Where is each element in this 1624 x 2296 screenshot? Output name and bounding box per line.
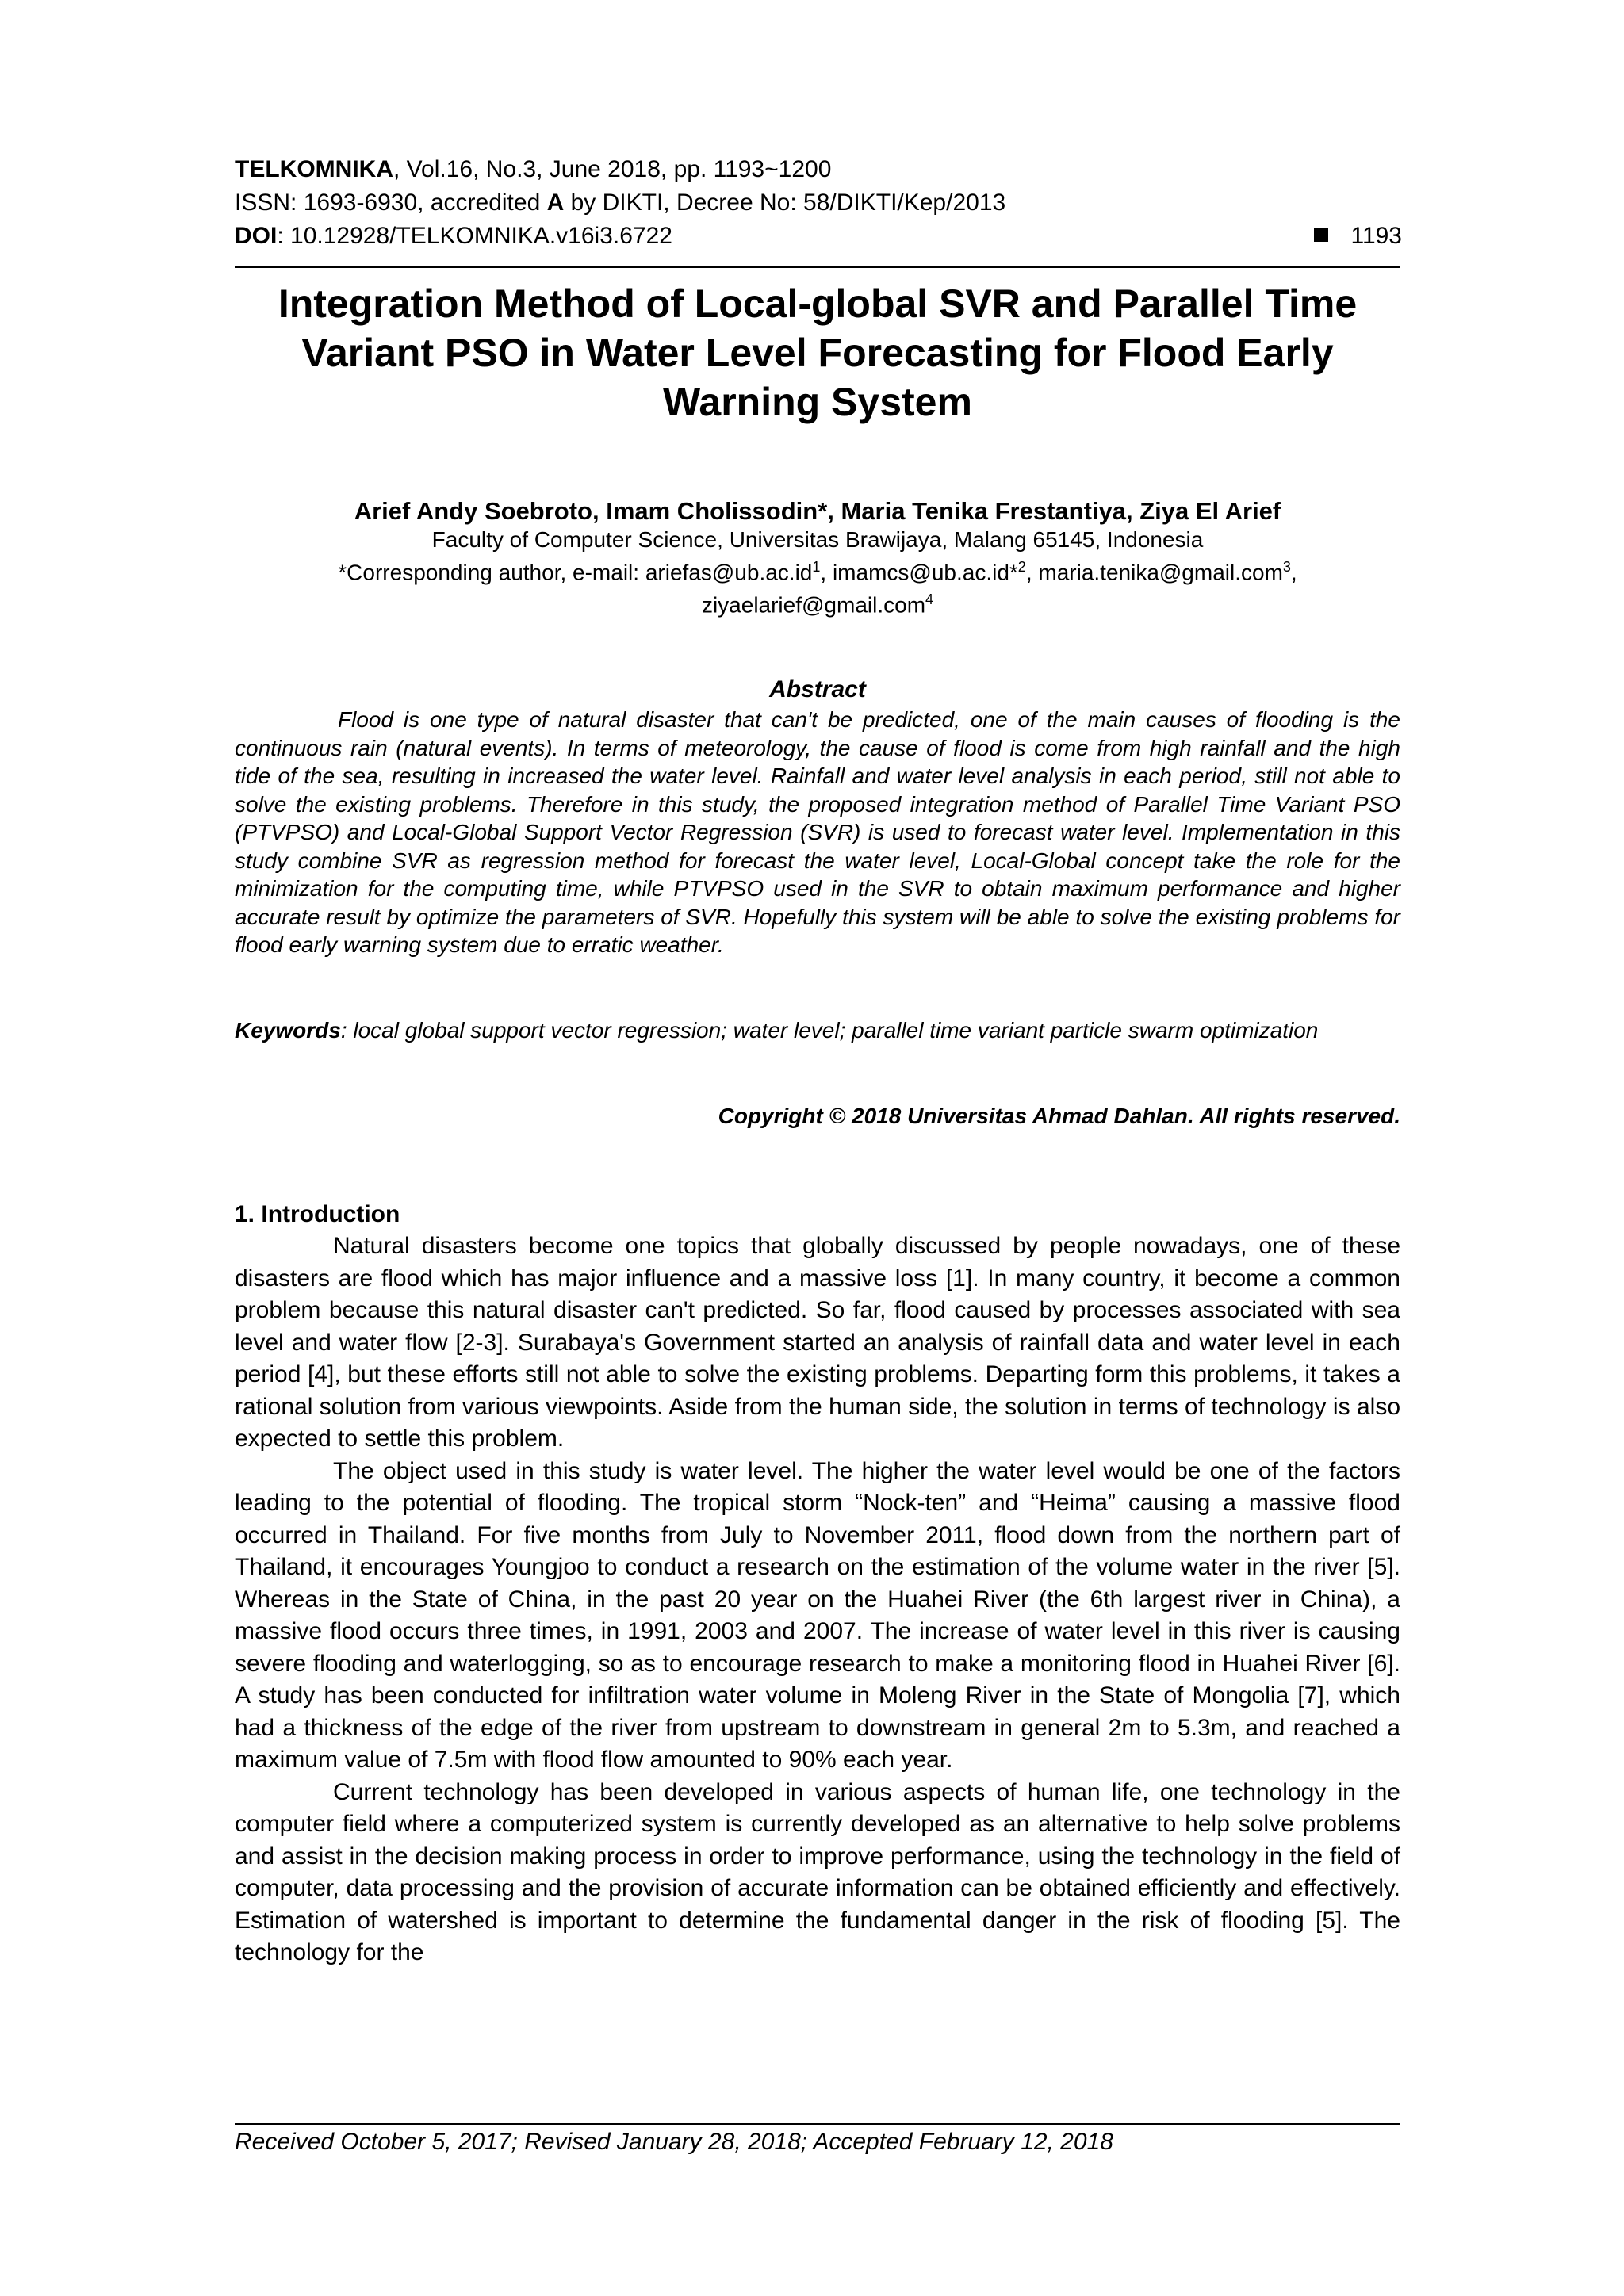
correspondence: *Corresponding author, e-mail: $ariefas@ub.ac.id^1$, imamcs@ub.ac.id*$^2$, maria.tenika@gmail.com$^3$, ziyaelarief@gmail.com$^4$ xyxy=(338,559,1297,618)
correspondence-prefix: *Corresponding author, e-mail: xyxy=(338,560,645,585)
received-dates: Received October 5, 2017; Revised January 28, 2018; Accepted February 12, 2018 xyxy=(235,2129,1113,2155)
doi-line xyxy=(235,222,672,251)
copyright-notice: Copyright © 2018 Universitas Ahmad Dahlan. All rights reserved. xyxy=(718,1104,1400,1128)
issn-line xyxy=(235,189,1005,217)
email-4-marker: 4 xyxy=(925,591,934,608)
doi-value[interactable]: : 10.12928/TELKOMNIKA.v16i3.6722 xyxy=(277,223,672,249)
page-number xyxy=(1314,222,1402,251)
email-3[interactable]: maria.tenika@gmail.com xyxy=(1038,560,1283,585)
affiliation: Faculty of Computer Science, Universitas Brawijaya, Malang 65145, Indonesia xyxy=(431,527,1204,552)
footer-divider xyxy=(235,2123,1400,2125)
section-heading: 1. Introduction xyxy=(235,1201,400,1227)
paper-title: Integration Method of Local-global SVR and Parallel Time Variant PSO in Water Level Forecasting for Flood Early Warning System xyxy=(278,281,1358,424)
body-paragraph: The object used in this study is water level. The higher the water level would be one of the factors leading to the potential of flooding. The tropical storm “Nock-ten” and “Heima” causing a massive flood occurred in Thailand. For five months from July to November 2011, flood down from the northern part of Thailand, it encourages Youngjoo to conduct a research on the estimation of the volume water in the river [5]. Whereas in the State of China, in the past 20 year on the Huahei River (the 6th largest river in China), a massive flood occurs three times, in 1991, 2003 and 2007. The increase of water level in this river is causing severe flooding and waterlogging, so as to encourage research to make a monitoring flood in Huahei River [6]. A study has been conducted for infiltration water volume in Moleng River in the State of Mongolia [7], which had a thickness of the edge of the river from upstream to downstream in general 2m to 5.3m, and reached a maximum value of 7.5m with flood flow amounted to 90% each year. xyxy=(235,1457,1400,1773)
accreditation-grade: A xyxy=(546,189,565,216)
keywords-text: : local global support vector regression; water level; parallel time variant particle swarm optimization xyxy=(340,1018,1319,1043)
body-paragraph: Current technology has been developed in various aspects of human life, one technology in the computer field where a computerized system is currently developed as an alternative to help solve problems and assist in the decision making process in order to improve performance, using the technology in the field of computer, data processing and the provision of accurate information can be obtained efficiently and effectively. Estimation of watershed is important to determine the fundamental danger in the risk of flooding [5]. The technology for the xyxy=(235,1778,1400,1965)
email-2[interactable]: imamcs@ub.ac.id* xyxy=(832,560,1018,585)
journal-line xyxy=(235,155,831,184)
email-2-marker: 2 xyxy=(1017,559,1026,575)
journal-name: TELKOMNIKA xyxy=(235,156,393,182)
email-1[interactable]: ariefas@ub.ac.id xyxy=(645,560,813,585)
issn-info: : 1693-6930, accredited xyxy=(290,189,547,216)
abstract-heading: Abstract xyxy=(769,676,866,702)
email-1-marker: 1 xyxy=(812,559,821,575)
section-body xyxy=(235,1230,1400,1969)
header-divider xyxy=(235,266,1400,268)
author-list: Arief Andy Soebroto, Imam Cholissodin*, Maria Tenika Frestantiya, Ziya El Arief xyxy=(354,497,1281,525)
issn-label: ISSN xyxy=(235,189,291,216)
doi-label: DOI xyxy=(235,223,278,249)
body-paragraph: Natural disasters become one topics that globally discussed by people nowadays, one of these disasters are flood which has major influence and a massive loss [1]. In many country, it become a common problem because this natural disaster can't predicted. So far, flood caused by processes associated with sea level and water flow [2-3]. Surabaya's Government started an analysis of rainfall data and water level in each period [4], but these efforts still not able to solve the existing problems. Departing form this problems, it takes a rational solution from various viewpoints. Aside from the human side, the solution in terms of technology is also expected to settle this problem. xyxy=(235,1233,1400,1452)
abstract-text: Flood is one type of natural disaster that can't be predicted, one of the main causes of flooding is the continuous rain (natural events). In terms of meteorology, the cause of flood is come from high rainfall and the high tide of the sea, resulting in increased the water level. Rainfall and water level analysis in each period, still not able to solve the existing problems. Therefore in this study, the proposed integration method of Parallel Time Variant PSO (PTVPSO) and Local-Global Support Vector Regression (SVR) is used to forecast water level. Implementation in this study combine SVR as regression method for forecast the water level, Local-Global concept take the role for the minimization for the computing time, while PTVPSO used in the SVR to obtain maximum performance and higher accurate result by optimize the parameters of SVR. Hopefully this system will be able to solve the existing problems for flood early warning system due to erratic weather. xyxy=(235,707,1400,957)
keywords xyxy=(235,1016,1400,1045)
volume-info: , Vol.16, No.3, June 2018, pp. 1193~1200 xyxy=(393,156,832,182)
page-number-value: 1193 xyxy=(1350,223,1402,249)
email-3-marker: 3 xyxy=(1282,559,1291,575)
keywords-label: Keywords xyxy=(235,1018,341,1043)
accreditation-info: by DIKTI, Decree No: 58/DIKTI/Kep/2013 xyxy=(564,189,1006,216)
email-4[interactable]: ziyaelarief@gmail.com xyxy=(701,592,926,618)
square-bullet-icon xyxy=(1314,228,1328,242)
